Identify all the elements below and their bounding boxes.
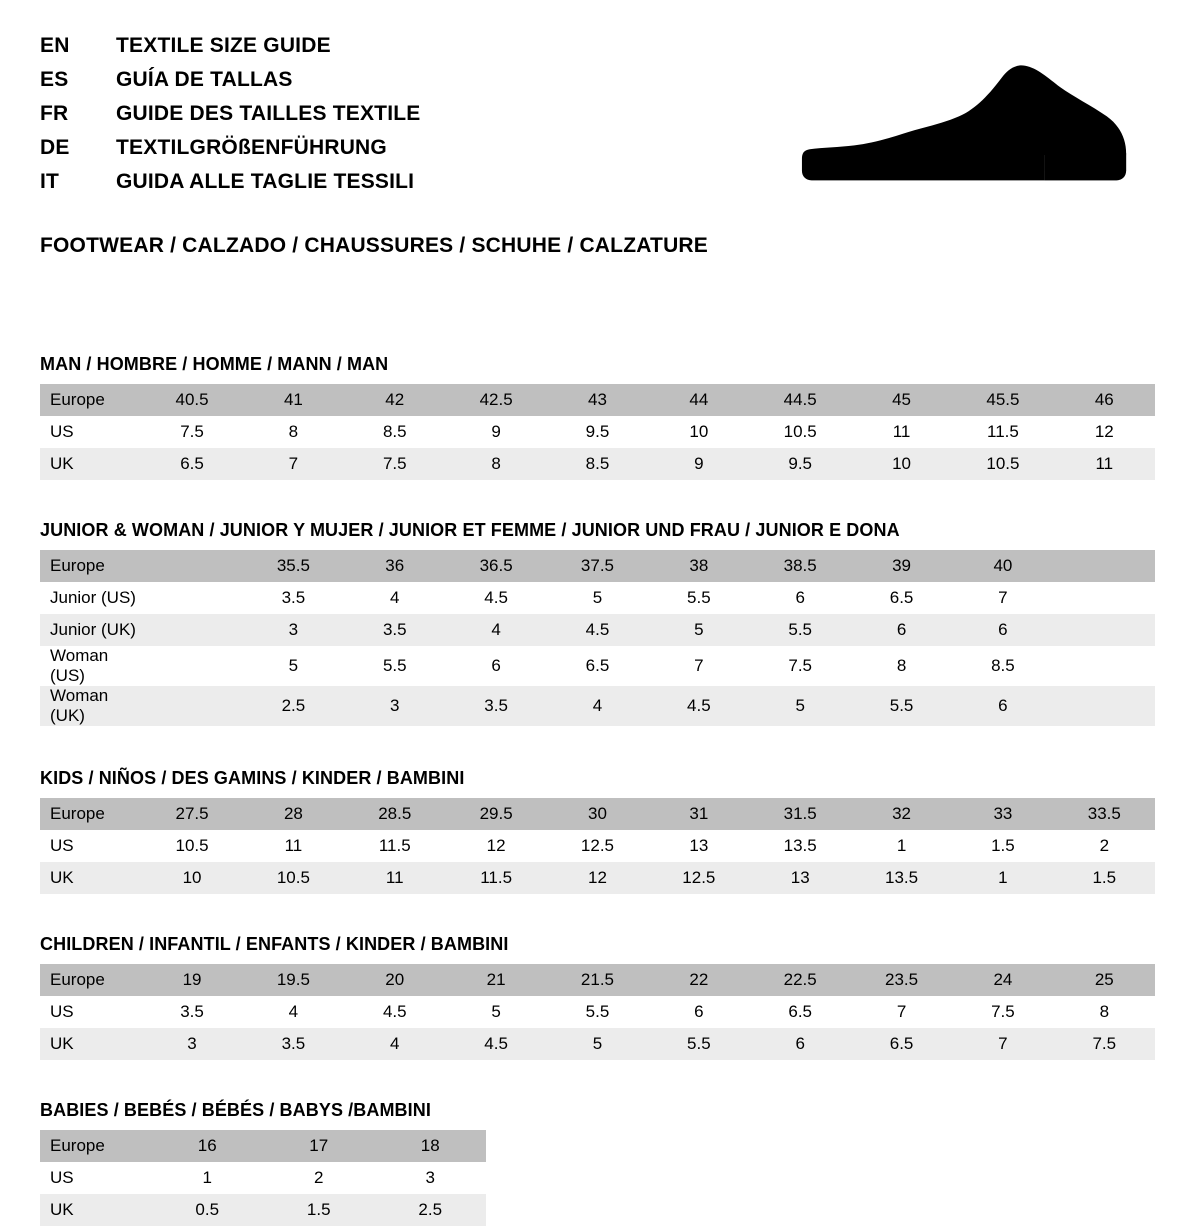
cell: 6 bbox=[648, 996, 749, 1028]
cell bbox=[141, 550, 242, 582]
cell: 11.5 bbox=[445, 862, 546, 894]
cell: 6.5 bbox=[851, 582, 952, 614]
cell: 6.5 bbox=[851, 1028, 952, 1060]
cell: 12 bbox=[445, 830, 546, 862]
cell bbox=[141, 646, 242, 686]
cell: 5 bbox=[750, 686, 851, 726]
cell: 44 bbox=[648, 384, 749, 416]
row-label: Europe bbox=[40, 550, 141, 582]
cell: 6 bbox=[851, 614, 952, 646]
cell: 19 bbox=[141, 964, 242, 996]
footwear-category-line: FOOTWEAR / CALZADO / CHAUSSURES / SCHUHE / CALZATURE bbox=[40, 234, 709, 257]
cell: 1 bbox=[152, 1162, 264, 1194]
language-title: GUIDA ALLE TAGLIE TESSILI bbox=[116, 170, 415, 193]
cell: 27.5 bbox=[141, 798, 242, 830]
table-row bbox=[40, 1130, 486, 1162]
cell: 40.5 bbox=[141, 384, 242, 416]
row-label: UK bbox=[40, 448, 141, 480]
section-man bbox=[40, 354, 1160, 480]
cell: 8 bbox=[1054, 996, 1155, 1028]
cell: 7 bbox=[952, 582, 1053, 614]
language-row bbox=[40, 102, 420, 136]
cell: 13 bbox=[648, 830, 749, 862]
cell: 5.5 bbox=[344, 646, 445, 686]
row-label: Europe bbox=[40, 1130, 152, 1162]
cell: 1.5 bbox=[1054, 862, 1155, 894]
cell: 46 bbox=[1054, 384, 1155, 416]
cell: 5 bbox=[243, 646, 344, 686]
cell: 31.5 bbox=[750, 798, 851, 830]
section-title: KIDS / NIÑOS / DES GAMINS / KINDER / BAMBINI bbox=[40, 768, 465, 788]
cell: 10.5 bbox=[141, 830, 242, 862]
section-title: MAN / HOMBRE / HOMME / MANN / MAN bbox=[40, 354, 389, 374]
cell: 11.5 bbox=[344, 830, 445, 862]
cell: 0.5 bbox=[152, 1194, 264, 1226]
cell: 7.5 bbox=[141, 416, 242, 448]
cell: 10.5 bbox=[243, 862, 344, 894]
cell: 6 bbox=[445, 646, 546, 686]
table-row bbox=[40, 614, 1155, 646]
cell: 9 bbox=[648, 448, 749, 480]
size-table-kids bbox=[40, 798, 1155, 894]
cell: 8.5 bbox=[547, 448, 648, 480]
cell: 32 bbox=[851, 798, 952, 830]
page-header bbox=[40, 34, 1160, 204]
cell: 36 bbox=[344, 550, 445, 582]
cell: 3 bbox=[344, 686, 445, 726]
row-label: UK bbox=[40, 862, 141, 894]
cell: 12.5 bbox=[648, 862, 749, 894]
cell: 42 bbox=[344, 384, 445, 416]
cell: 6.5 bbox=[547, 646, 648, 686]
language-code: IT bbox=[40, 170, 60, 193]
cell: 6.5 bbox=[750, 996, 851, 1028]
cell: 24 bbox=[952, 964, 1053, 996]
cell: 7.5 bbox=[952, 996, 1053, 1028]
cell: 7.5 bbox=[1054, 1028, 1155, 1060]
cell: 30 bbox=[547, 798, 648, 830]
cell bbox=[1054, 582, 1155, 614]
row-label: Europe bbox=[40, 384, 141, 416]
cell bbox=[141, 686, 242, 726]
cell: 7 bbox=[952, 1028, 1053, 1060]
table-row bbox=[40, 964, 1155, 996]
cell: 21 bbox=[445, 964, 546, 996]
cell: 19.5 bbox=[243, 964, 344, 996]
cell bbox=[1054, 550, 1155, 582]
cell: 1.5 bbox=[952, 830, 1053, 862]
cell: 11 bbox=[851, 416, 952, 448]
row-label: US bbox=[40, 416, 141, 448]
cell: 35.5 bbox=[243, 550, 344, 582]
cell: 3.5 bbox=[141, 996, 242, 1028]
table-row bbox=[40, 996, 1155, 1028]
cell: 42.5 bbox=[445, 384, 546, 416]
language-title: TEXTILE SIZE GUIDE bbox=[116, 34, 331, 57]
row-label: Junior (US) bbox=[40, 582, 141, 614]
cell: 13.5 bbox=[851, 862, 952, 894]
cell: 6 bbox=[750, 582, 851, 614]
cell: 23.5 bbox=[851, 964, 952, 996]
cell: 11.5 bbox=[952, 416, 1053, 448]
size-table-babies bbox=[40, 1130, 486, 1226]
cell: 38.5 bbox=[750, 550, 851, 582]
cell: 11 bbox=[344, 862, 445, 894]
cell: 7 bbox=[243, 448, 344, 480]
cell: 43 bbox=[547, 384, 648, 416]
cell: 4.5 bbox=[445, 582, 546, 614]
cell: 4 bbox=[344, 582, 445, 614]
cell: 5 bbox=[547, 1028, 648, 1060]
cell: 4 bbox=[344, 1028, 445, 1060]
language-row bbox=[40, 68, 420, 102]
cell: 25 bbox=[1054, 964, 1155, 996]
row-label: US bbox=[40, 1162, 152, 1194]
cell: 10 bbox=[648, 416, 749, 448]
cell: 8 bbox=[851, 646, 952, 686]
language-title: GUIDE DES TAILLES TEXTILE bbox=[116, 102, 421, 125]
row-label: Woman (UK) bbox=[40, 686, 141, 726]
section-title: JUNIOR & WOMAN / JUNIOR Y MUJER / JUNIOR ET FEMME / JUNIOR UND FRAU / JUNIOR E DONA bbox=[40, 520, 900, 540]
row-label: Junior (UK) bbox=[40, 614, 141, 646]
cell: 8.5 bbox=[952, 646, 1053, 686]
cell: 6 bbox=[952, 686, 1053, 726]
cell: 10.5 bbox=[750, 416, 851, 448]
cell: 4.5 bbox=[445, 1028, 546, 1060]
cell: 28 bbox=[243, 798, 344, 830]
cell: 6.5 bbox=[141, 448, 242, 480]
cell: 1 bbox=[851, 830, 952, 862]
cell: 36.5 bbox=[445, 550, 546, 582]
cell: 5 bbox=[648, 614, 749, 646]
cell: 4.5 bbox=[648, 686, 749, 726]
table-row bbox=[40, 646, 1155, 686]
cell: 7.5 bbox=[344, 448, 445, 480]
table-row bbox=[40, 862, 1155, 894]
cell: 11 bbox=[243, 830, 344, 862]
cell: 38 bbox=[648, 550, 749, 582]
cell: 13 bbox=[750, 862, 851, 894]
cell: 39 bbox=[851, 550, 952, 582]
row-label: US bbox=[40, 996, 141, 1028]
cell: 4 bbox=[243, 996, 344, 1028]
table-row bbox=[40, 686, 1155, 726]
cell: 4.5 bbox=[344, 996, 445, 1028]
cell: 10 bbox=[141, 862, 242, 894]
cell bbox=[1054, 646, 1155, 686]
language-code: DE bbox=[40, 136, 70, 159]
table-row bbox=[40, 384, 1155, 416]
cell: 7.5 bbox=[750, 646, 851, 686]
row-label: Europe bbox=[40, 964, 141, 996]
row-label: Woman (US) bbox=[40, 646, 141, 686]
cell: 44.5 bbox=[750, 384, 851, 416]
row-label: UK bbox=[40, 1028, 141, 1060]
cell: 3 bbox=[243, 614, 344, 646]
cell: 17 bbox=[263, 1130, 375, 1162]
size-table-children bbox=[40, 964, 1155, 1060]
section-junior-woman bbox=[40, 520, 1160, 726]
cell: 37.5 bbox=[547, 550, 648, 582]
cell: 21.5 bbox=[547, 964, 648, 996]
cell: 3 bbox=[375, 1162, 487, 1194]
cell: 11 bbox=[1054, 448, 1155, 480]
cell bbox=[1054, 614, 1155, 646]
cell: 18 bbox=[375, 1130, 487, 1162]
cell: 10.5 bbox=[952, 448, 1053, 480]
cell: 45 bbox=[851, 384, 952, 416]
cell: 22 bbox=[648, 964, 749, 996]
language-title-list bbox=[40, 34, 420, 204]
cell: 4.5 bbox=[547, 614, 648, 646]
cell: 3.5 bbox=[344, 614, 445, 646]
size-table-junior-woman bbox=[40, 550, 1155, 726]
cell: 2 bbox=[263, 1162, 375, 1194]
cell: 13.5 bbox=[750, 830, 851, 862]
cell: 12 bbox=[547, 862, 648, 894]
cell: 4 bbox=[445, 614, 546, 646]
cell: 7 bbox=[648, 646, 749, 686]
cell: 5 bbox=[445, 996, 546, 1028]
table-row bbox=[40, 582, 1155, 614]
cell: 5.5 bbox=[547, 996, 648, 1028]
section-title: BABIES / BEBÉS / BÉBÉS / BABYS /BAMBINI bbox=[40, 1100, 431, 1120]
language-row bbox=[40, 170, 420, 204]
cell: 9.5 bbox=[750, 448, 851, 480]
cell: 2.5 bbox=[243, 686, 344, 726]
language-row bbox=[40, 34, 420, 68]
cell: 33 bbox=[952, 798, 1053, 830]
table-row bbox=[40, 830, 1155, 862]
cell bbox=[141, 614, 242, 646]
cell: 9.5 bbox=[547, 416, 648, 448]
cell: 1.5 bbox=[263, 1194, 375, 1226]
cell: 5.5 bbox=[851, 686, 952, 726]
cell: 3.5 bbox=[243, 1028, 344, 1060]
cell: 5.5 bbox=[648, 1028, 749, 1060]
cell: 9 bbox=[445, 416, 546, 448]
cell: 45.5 bbox=[952, 384, 1053, 416]
cell: 41 bbox=[243, 384, 344, 416]
row-label: UK bbox=[40, 1194, 152, 1226]
language-row bbox=[40, 136, 420, 170]
table-row bbox=[40, 550, 1155, 582]
cell: 6 bbox=[952, 614, 1053, 646]
cell: 28.5 bbox=[344, 798, 445, 830]
size-table-man bbox=[40, 384, 1155, 480]
cell bbox=[1054, 686, 1155, 726]
cell: 3.5 bbox=[243, 582, 344, 614]
language-code: ES bbox=[40, 68, 69, 91]
cell: 33.5 bbox=[1054, 798, 1155, 830]
section-title: CHILDREN / INFANTIL / ENFANTS / KINDER / BAMBINI bbox=[40, 934, 509, 954]
cell: 8 bbox=[243, 416, 344, 448]
row-label: Europe bbox=[40, 798, 141, 830]
language-title: GUÍA DE TALLAS bbox=[116, 68, 293, 91]
cell: 10 bbox=[851, 448, 952, 480]
cell: 12 bbox=[1054, 416, 1155, 448]
cell: 31 bbox=[648, 798, 749, 830]
cell: 16 bbox=[152, 1130, 264, 1162]
cell: 5.5 bbox=[750, 614, 851, 646]
cell: 40 bbox=[952, 550, 1053, 582]
cell: 20 bbox=[344, 964, 445, 996]
cell: 29.5 bbox=[445, 798, 546, 830]
table-row bbox=[40, 1194, 486, 1226]
table-row bbox=[40, 416, 1155, 448]
cell: 6 bbox=[750, 1028, 851, 1060]
table-row bbox=[40, 1162, 486, 1194]
cell: 3.5 bbox=[445, 686, 546, 726]
cell: 8.5 bbox=[344, 416, 445, 448]
cell bbox=[141, 582, 242, 614]
language-title: TEXTILGRÖßENFÜHRUNG bbox=[116, 136, 387, 159]
cell: 8 bbox=[445, 448, 546, 480]
cell: 12.5 bbox=[547, 830, 648, 862]
cell: 1 bbox=[952, 862, 1053, 894]
cell: 5.5 bbox=[648, 582, 749, 614]
section-children bbox=[40, 934, 1160, 1060]
cell: 2.5 bbox=[375, 1194, 487, 1226]
language-code: EN bbox=[40, 34, 70, 57]
cell: 22.5 bbox=[750, 964, 851, 996]
table-row bbox=[40, 798, 1155, 830]
cell: 2 bbox=[1054, 830, 1155, 862]
language-code: FR bbox=[40, 102, 69, 125]
cell: 4 bbox=[547, 686, 648, 726]
section-babies bbox=[40, 1100, 1160, 1226]
table-row bbox=[40, 448, 1155, 480]
dress-shoe-icon bbox=[800, 34, 1160, 190]
cell: 5 bbox=[547, 582, 648, 614]
row-label: US bbox=[40, 830, 141, 862]
table-row bbox=[40, 1028, 1155, 1060]
cell: 3 bbox=[141, 1028, 242, 1060]
cell: 7 bbox=[851, 996, 952, 1028]
section-kids bbox=[40, 768, 1160, 894]
